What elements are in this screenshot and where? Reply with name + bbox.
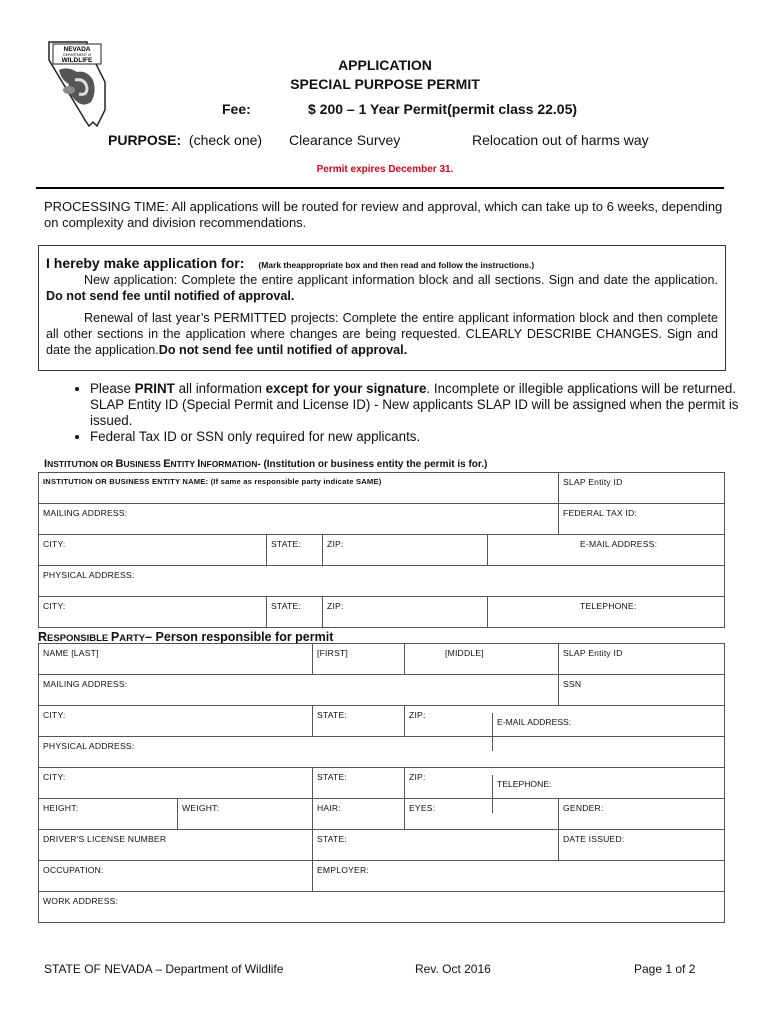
fee-value: $ 200 – 1 Year Permit(permit class 22.05) [308,101,578,117]
rp-slap-id-field[interactable]: SLAP Entity ID [559,644,725,675]
purpose-hint: (check one) [188,132,263,148]
rp-zip2-telephone-field[interactable]: ZIP: [405,768,725,799]
rp-middle-name-field[interactable]: [MIDDLE] [405,644,559,675]
rp-height-field[interactable]: HEIGHT: [39,799,178,830]
rp-occupation-field[interactable]: OCCUPATION: [39,861,313,892]
logo-line2: DEPARTMENT of [63,53,91,57]
institution-email-field[interactable]: E-MAIL ADDRESS: [488,535,725,566]
option-relocation[interactable]: Relocation out of harms way [472,132,649,148]
instructions-list [46,381,760,445]
logo-line3: WILDLIFE [61,57,93,64]
rp-drivers-license-field[interactable]: DRIVER'S LICENSE NUMBER [39,830,313,861]
institution-state2-field[interactable]: STATE: [267,597,323,628]
institution-table [38,472,725,628]
rp-last-name-field[interactable]: NAME [LAST] [39,644,313,675]
rp-physical-address-field[interactable]: PHYSICAL ADDRESS: [39,737,725,768]
rp-state2-field[interactable]: STATE: [313,768,405,799]
institution-section-title: INSTITUTION OR BUSINESS ENTITY INFORMATION- (Institution or business entity the permit is for.) [44,458,488,470]
footer-revision: Rev. Oct 2016 [415,962,491,976]
institution-state-field[interactable]: STATE: [267,535,323,566]
rp-ssn-field[interactable]: SSN [559,675,725,706]
institution-telephone-field[interactable]: TELEPHONE: [488,597,725,628]
processing-time: PROCESSING TIME: All applications will be routed for review and approval, which can take up to 6 weeks, depending on complexity and division recommendations. [44,199,723,230]
rp-weight-field[interactable]: WEIGHT: [178,799,313,830]
form-title-1: APPLICATION [338,57,432,73]
institution-slap-id-field[interactable]: SLAP Entity ID [559,473,725,504]
permit-expires-note: Permit expires December 31. [316,164,454,175]
rp-first-name-field[interactable]: [FIRST] [313,644,405,675]
application-heading-note: (Mark theappropriate box and then read and follow the instructions.) [258,260,535,270]
responsible-party-section-title: RESPONSIBLE PARTY– Person responsible for permit [38,630,334,644]
fee-label: Fee: [222,101,251,117]
institution-physical-address-field[interactable]: PHYSICAL ADDRESS: [39,566,725,597]
institution-city2-field[interactable]: CITY: [39,597,267,628]
logo-line1: NEVADA [63,46,91,53]
rp-telephone-field[interactable]: TELEPHONE: [492,775,555,813]
rp-eyes-field[interactable]: EYES: [405,799,559,830]
application-heading [46,255,718,273]
purpose-label-text: PURPOSE: [108,132,182,148]
renewal-text: Renewal of last year’s PERMITTED projects: Complete the entire applicant information block and then complete all other sections in the application where changes are being requested. CLEARLY DESCRIBE CHANGES. Sign and date the application. [46,311,718,357]
rp-work-address-field[interactable]: WORK ADDRESS: [39,892,725,923]
renewal-option[interactable] [46,310,718,358]
responsible-party-table [38,643,725,923]
rp-city2-field[interactable]: CITY: [39,768,313,799]
new-application-option[interactable] [46,272,718,304]
institution-mailing-address-field[interactable]: MAILING ADDRESS: [39,504,559,535]
application-heading-text: I hereby make application for: [46,255,245,271]
institution-federal-tax-id-field[interactable]: FEDERAL TAX ID: [559,504,725,535]
instruction-item: • Please PRINT all information except for your signature. Incomplete or illegible applications will be returned. SLAP Entity ID (Special Permit and License ID) - New applicants SLAP ID will be assigned when the permit is issued. [90,381,760,429]
rp-employer-field[interactable]: EMPLOYER: [313,861,725,892]
rp-email-field[interactable]: E-MAIL ADDRESS: [492,713,575,751]
rp-state-field[interactable]: STATE: [313,706,405,737]
application-type-box [38,245,726,371]
form-title-2: SPECIAL PURPOSE PERMIT [290,76,480,92]
institution-zip-field[interactable]: ZIP: [323,535,488,566]
instruction-item: • Federal Tax ID or SSN only required for new applicants. [90,429,760,445]
purpose-label [108,132,262,148]
rp-hair-field[interactable]: HAIR: [313,799,405,830]
rp-city-field[interactable]: CITY: [39,706,313,737]
rp-dl-state-field[interactable]: STATE: [313,830,559,861]
rp-zip-email-field[interactable]: ZIP: [405,706,725,737]
footer-page-number: Page 1 of 2 [634,962,696,976]
new-application-text: New application: Complete the entire applicant information block and all sections. Sign and date the application. [84,273,718,287]
footer-agency: STATE OF NEVADA – Department of Wildlife [44,962,284,976]
rp-date-issued-field[interactable]: DATE ISSUED: [559,830,725,861]
institution-name-field[interactable]: INSTITUTION OR BUSINESS ENTITY NAME: (If same as responsible party indicate SAME) [39,473,559,504]
rp-gender-field[interactable]: GENDER: [559,799,725,830]
institution-city-field[interactable]: CITY: [39,535,267,566]
divider [36,187,724,189]
option-clearance-survey[interactable]: Clearance Survey [289,132,401,148]
renewal-fee-note: Do not send fee until notified of approval. [158,343,408,357]
new-application-fee-note: Do not send fee until notified of approval. [46,289,295,303]
rp-mailing-address-field[interactable]: MAILING ADDRESS: [39,675,559,706]
institution-zip2-field[interactable]: ZIP: [323,597,488,628]
